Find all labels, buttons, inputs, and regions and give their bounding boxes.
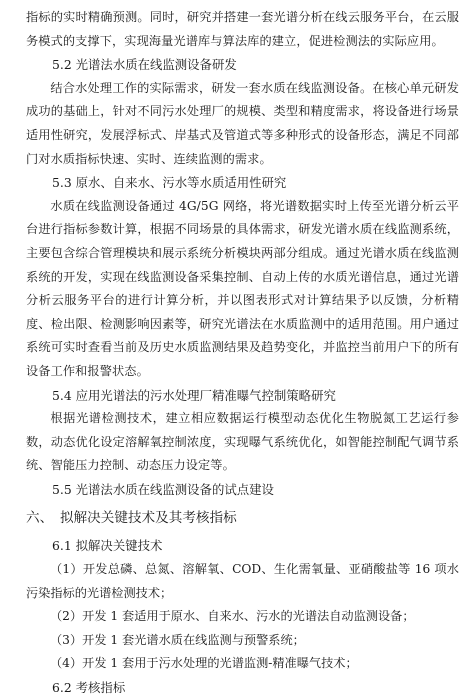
paragraph-intro-tail: 指标的实时精确预测。同时，研究并搭建一套光谱分析在线云服务平台，在云服务模式的支撑下，实现海量光谱库与算法库的建立，促进检测法的实际应用。 — [26, 10, 459, 48]
heading-6-title: 拟解决关键技术及其考核指标 — [60, 510, 237, 527]
paragraph-5-3: 水质在线监测设备通过 4G/5G 网络，将光谱数据实时上传至光谱分析云平台进行指标参数计算，根据不同场景的具体需求，研发光谱水质在线监测系统，主要包含综合管理模块和展示系统分析模块两部分组成。通过光谱水质在线监测系统的开发，实现在线监测设备采集控制、自动上传的水质光谱信息，通过光谱分析云服务平台的进行计算分析，并以图表形式对计算结果予以反馈，分析精度、检出限、检测影响因素等，研究光谱法在水质监测中的适用范围。用户通过系统可实时查看当前及历史水质监测结果及趋势变化，并监控当前用户下的所有设备工作和报警状态。 — [26, 198, 459, 378]
paragraph-5-2: 结合水处理工作的实际需求，研发一套水质在线监测设备。在核心单元研发成功的基础上，针对不同污水处理厂的规模、类型和精度需求，将设备进行场景适用性研究，发展浮标式、岸基式及管道式等多种形式的设备形态，满足不同部门对水质指标快速、实时、连续监测的需求。 — [26, 80, 459, 166]
list-item-3: （3）开发 1 套光谱水质在线监测与预警系统； — [50, 632, 305, 647]
list-item-4: （4）开发 1 套用于污水处理的光谱监测-精准曝气技术； — [50, 656, 358, 671]
heading-6-2: 6.2 考核指标 — [52, 680, 126, 696]
heading-6-1: 6.1 拟解决关键技术 — [52, 538, 163, 554]
heading-5-3: 5.3 原水、自来水、污水等水质适用性研究 — [52, 175, 287, 191]
heading-5-2: 5.2 光谱法水质在线监测设备研发 — [52, 57, 237, 73]
heading-6 — [26, 505, 459, 531]
list-item-2: （2）开发 1 套适用于原水、自来水、污水的光谱法自动监测设备； — [50, 609, 415, 624]
paragraph-5-4: 根据光谱检测技术，建立相应数据运行模型动态优化生物脱氮工艺运行参数，动态优化设定溶解氧控制浓度，实现曝气系统优化，如智能控制配气调节系统、智能压力控制、动态压力设定等。 — [26, 411, 459, 473]
list-item-1: （1）开发总磷、总氮、溶解氧、COD、生化需氧量、亚硝酸盐等 16 项水污染指标的光谱检测技术； — [26, 562, 459, 600]
heading-5-5: 5.5 光谱法水质在线监测设备的试点建设 — [52, 481, 274, 497]
heading-5-4: 5.4 应用光谱法的污水处理厂精准曝气控制策略研究 — [52, 387, 336, 403]
heading-6-number: 六、 — [26, 510, 54, 527]
